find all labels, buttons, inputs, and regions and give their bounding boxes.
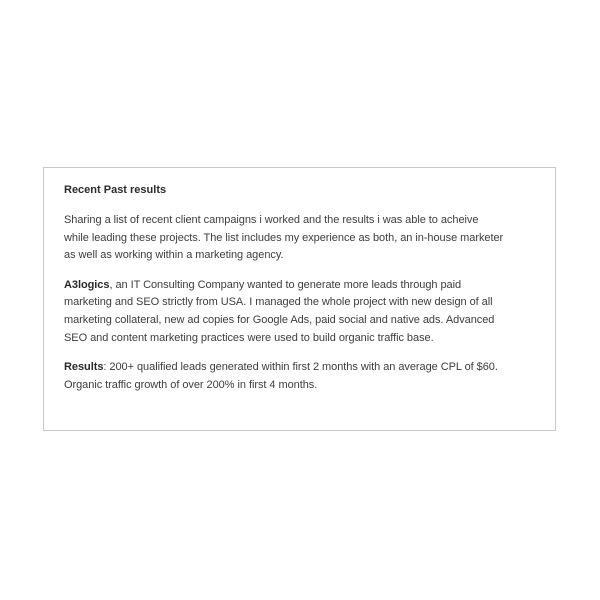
project-line-rest: , an IT Consulting Company wanted to generate more leads through paid [109,278,462,291]
intro-line: Sharing a list of recent client campaigns i worked and the results i was able to acheive [64,214,479,226]
project-line: SEO and content marketing practices were used to build organic traffic base. [64,331,434,344]
project-line: marketing collateral, new ad copies for Google Ads, paid social and native ads. Advanced [64,313,495,326]
intro-line: while leading these projects. The list includes my experience as both, an in-house marketer [64,231,504,244]
results-card [43,167,556,431]
project-line [64,277,535,295]
project-line: marketing and SEO strictly from USA. I managed the whole project with new design of all [64,296,493,309]
results-line [64,359,535,377]
results-paragraph [64,359,535,394]
card-title: Recent Past results [64,184,167,196]
intro-line: as well as working within a marketing agency. [64,249,284,262]
results-label: Results [64,361,104,374]
intro-paragraph [64,212,535,265]
project-name: A3logics [64,278,110,291]
results-line: Organic traffic growth of over 200% in first 4 months. [64,378,318,391]
results-line-rest: : 200+ qualified leads generated within first 2 months with an average CPL of $60. [103,361,498,374]
project-paragraph [64,277,535,347]
